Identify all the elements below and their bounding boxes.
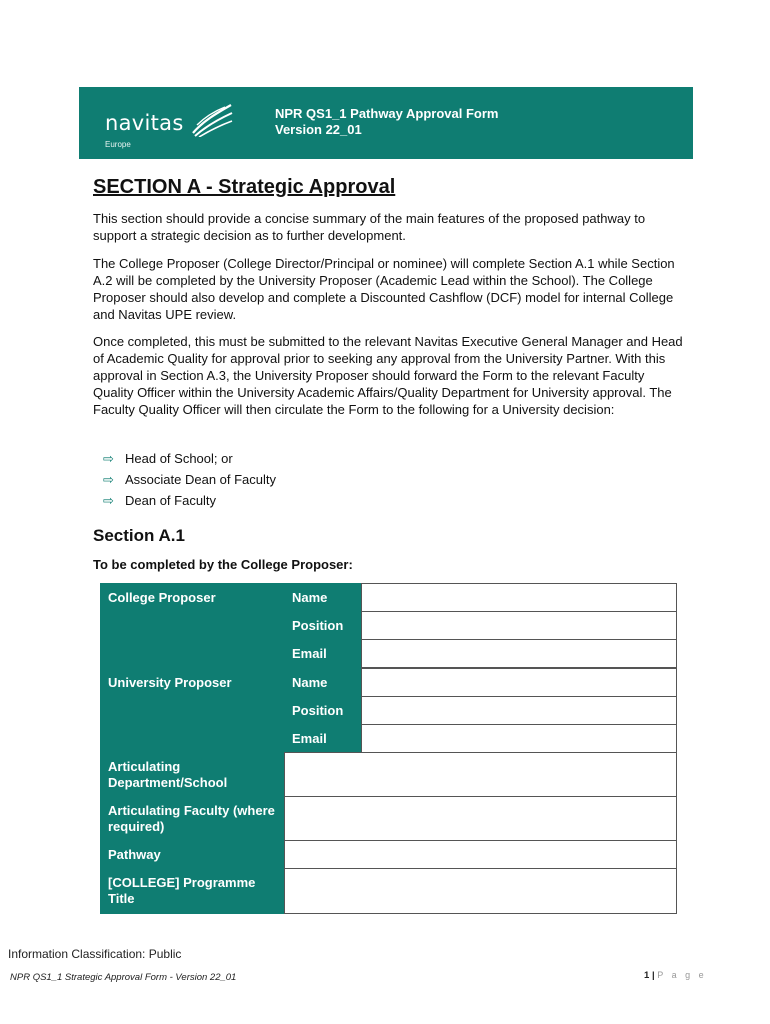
university-position-label: Position [284, 696, 361, 724]
university-email-label: Email [284, 724, 361, 752]
college-email-field[interactable] [361, 639, 677, 668]
proposer-form-table [100, 583, 677, 914]
college-position-field[interactable] [361, 611, 677, 640]
decision-makers-list [103, 448, 276, 511]
form-version: Version 22_01 [275, 122, 362, 137]
university-email-field[interactable] [361, 724, 677, 753]
articulating-faculty-label: Articulating Faculty (where required) [100, 796, 284, 840]
university-name-label: Name [284, 668, 361, 696]
list-item-label: Dean of Faculty [125, 493, 217, 508]
college-proposer-label: College Proposer [100, 583, 284, 668]
college-name-field[interactable] [361, 583, 677, 612]
header-text [275, 106, 498, 138]
navitas-logo [105, 103, 235, 151]
arrow-right-outline-icon: ⇨ [103, 493, 114, 508]
information-classification: Information Classification: Public [8, 947, 182, 961]
articulating-department-label: Articulating Department/School [100, 752, 284, 796]
university-proposer-label: University Proposer [100, 668, 284, 752]
header-band [79, 87, 693, 159]
page-indicator [644, 970, 707, 981]
arrow-right-outline-icon: ⇨ [103, 472, 114, 487]
list-item-label: Associate Dean of Faculty [125, 472, 277, 487]
college-name-label: Name [284, 583, 361, 611]
programme-title-label: [COLLEGE] Programme Title [100, 868, 284, 914]
college-position-label: Position [284, 611, 361, 639]
form-title: NPR QS1_1 Pathway Approval Form [275, 106, 499, 121]
page-word: P a g e [657, 970, 707, 980]
section-a-title: SECTION A - Strategic Approval [93, 176, 396, 198]
swoosh-icon [191, 103, 233, 137]
articulating-faculty-field[interactable] [284, 796, 677, 841]
submission-paragraph: Once completed, this must be submitted to the relevant Navitas Executive General Manager and Head of Academic Quality for approval prior to seeking any approval from the University Partner. With this approval in Section A.3, the University Proposer should forward the Form to the relevant Faculty Quality Officer within the University Academic Affairs/Quality Department for University approval. The Faculty Quality Officer will then circulate the Form to the following for a University decision: [93, 334, 683, 417]
list-item-label: Head of School; or [125, 451, 233, 466]
intro-paragraph: This section should provide a concise summary of the main features of the proposed pathway to support a strategic decision as to further development. [93, 211, 646, 243]
footer-document-name: NPR QS1_1 Strategic Approval Form - Version 22_01 [10, 972, 237, 983]
list-item [103, 490, 276, 511]
arrow-right-outline-icon: ⇨ [103, 451, 114, 466]
list-item [103, 448, 276, 469]
page-separator: | [651, 970, 655, 981]
proposer-paragraph: The College Proposer (College Director/Principal or nominee) will complete Section A.1 while Section A.2 will be completed by the University Proposer (Academic Lead within the School). The College Proposer should also develop and complete a Discounted Cashflow (DCF) model for internal College and Navitas UPE review. [93, 256, 675, 322]
section-a1-title: Section A.1 [93, 526, 185, 545]
programme-title-field[interactable] [284, 868, 677, 914]
college-email-label: Email [284, 639, 361, 668]
pathway-label: Pathway [100, 840, 284, 868]
list-item [103, 469, 276, 490]
university-name-field[interactable] [361, 668, 677, 697]
logo-wordmark: navitas [105, 111, 184, 135]
university-position-field[interactable] [361, 696, 677, 725]
logo-subtitle: Europe [105, 140, 131, 149]
section-a1-subtitle: To be completed by the College Proposer: [93, 557, 353, 572]
pathway-field[interactable] [284, 840, 677, 869]
page-number: 1 [644, 970, 650, 981]
articulating-department-field[interactable] [284, 752, 677, 797]
